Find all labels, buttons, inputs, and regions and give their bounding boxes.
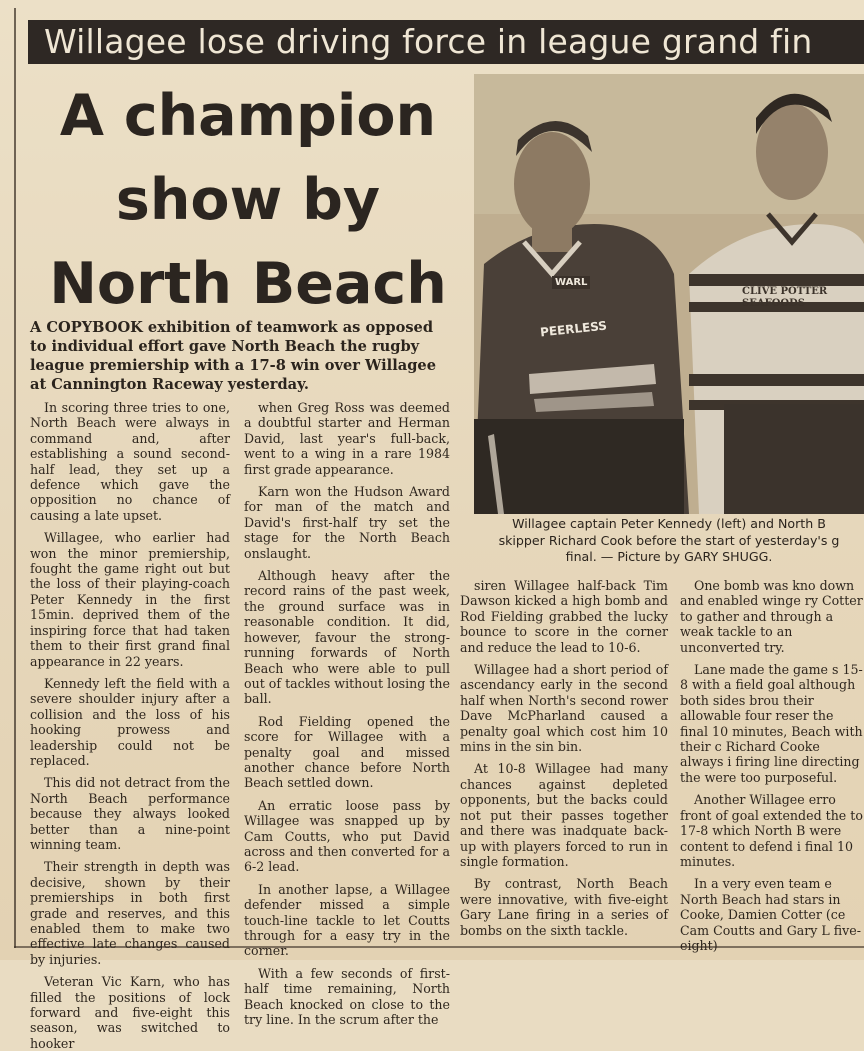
caption-line-1: Willagee captain Peter Kennedy (left) and North B <box>512 516 826 531</box>
paragraph: Willagee had a short period of ascendancy early in the second half when North's second rower Dave McPharland caused a penalty goal which cost him 10 mins in the sin bin. <box>460 662 668 755</box>
intro-paragraph: A COPYBOOK exhibition of teamwork as opposed to individual effort gave North Beach the rugby league premiership with a 17-8 win over Willagee at Cannington Raceway yesterday. <box>30 319 436 393</box>
paragraph: In scoring three tries to one, North Beach were always in command and, after establishing a sound second-half lead, they set up a defence which gave the opposition no chance of causing a late upset. <box>30 400 230 523</box>
jersey-badge-left: WARL <box>552 276 590 289</box>
caption-line-2: skipper Richard Cook before the start of yesterday's g <box>498 532 840 548</box>
paragraph: An erratic loose pass by Willagee was snapped up by Cam Coutts, who put David across and then converted for a 6-2 lead. <box>244 797 450 875</box>
paragraph: In a very even team e North Beach had stars in Cooke, Damien Cotter (ce Cam Coutts and Gary L five-eight) <box>680 876 861 953</box>
paragraph: Their strength in depth was decisive, shown by their premierships in both first grade and reserves, and this enabled them to make two effective late changes caused by injuries. <box>30 859 230 967</box>
caption-line-3: final. — Picture by GARY SHUGG. <box>565 549 773 564</box>
paragraph: At 10-8 Willagee had many chances against depleted opponents, but the backs could not put their passes together and there was inadquate back-up with players forced to run in single formation. <box>460 761 668 869</box>
photo-caption <box>474 516 864 566</box>
left-border-rule <box>14 8 16 948</box>
paragraph: With a few seconds of first-half time remaining, North Beach knocked on close to the try line. In the scrum after the <box>244 965 450 1028</box>
paragraph: Willagee, who earlier had won the minor premiership, fought the game right out but the loss of their playing-coach Peter Kennedy in the first 15min. deprived them of the inspiring force that had taken them to their first grand final appearance in 22 years. <box>30 530 230 669</box>
paragraph: Kennedy left the field with a severe shoulder injury after a collision and the loss of his hooking prowess and leadership could not be replaced. <box>30 675 230 768</box>
jersey-sponsor-right: CLIVE POTTER SEAFOODS <box>742 286 828 309</box>
paragraph: siren Willagee half-back Tim Dawson kicked a high bomb and Rod Fielding grabbed the lucky bounce to score in the corner and reduce the lead to 10-6. <box>460 578 668 655</box>
headline-line-3: North Beach <box>49 251 447 317</box>
article-column-1 <box>30 400 230 1051</box>
paragraph: Karn won the Hudson Award for man of the match and David's first-half try set the stage for the North Beach onslaught. <box>244 484 450 561</box>
paragraph: In another lapse, a Willagee defender missed a simple touch-line tackle to let Coutts through for a easy try in the corner. <box>244 881 450 959</box>
paragraph: Veteran Vic Karn, who has filled the positions of lock forward and five-eight this season, was switched to hooker <box>30 974 230 1051</box>
paragraph: One bomb was kno down and enabled winge ry Cotter to gather and through a weak tackle to an unconverted try. <box>680 578 863 655</box>
headline <box>28 74 468 326</box>
paragraph: By contrast, North Beach were innovative, with five-eight Gary Lane firing in a series of bombs on the sixth tackle. <box>460 876 668 938</box>
section-banner: Willagee lose driving force in league grand fin <box>28 20 864 64</box>
paragraph: Lane made the game s 15-8 with a field goal although both sides brou their allowable four reser the final 10 minutes, Beach with their c Richard Cooke always i firing line directing the were too purposeful. <box>680 662 863 785</box>
paragraph: when Greg Ross was deemed a doubtful starter and Herman David, last year's full-back, went to a wing in a rare 1984 first grade appearance. <box>244 400 450 477</box>
headline-line-2: show by <box>115 167 381 233</box>
jersey-sponsor-left: PEERLESS <box>539 318 608 340</box>
paragraph: Rod Fielding opened the score for Willagee with a penalty goal and missed another chance before North Beach settled down. <box>244 713 450 791</box>
article-column-3 <box>460 578 668 946</box>
paragraph: This did not detract from the North Beach performance because they always looked better than a nine-point winning team. <box>30 775 230 852</box>
headline-line-1: A champion <box>59 83 437 149</box>
paragraph: Although heavy after the record rains of the past week, the ground surface was in reasonable condition. It did, however, favour the strong-running forwards of North Beach who were able to pull out of tackles without losing the ball. <box>244 568 450 707</box>
paragraph: Another Willagee erro front of goal extended the to 17-8 which North B were content to defend i final 10 minutes. <box>680 792 863 869</box>
article-column-4 <box>680 578 864 953</box>
article-column-2 <box>244 400 450 1028</box>
team-captains-photo <box>474 74 864 514</box>
